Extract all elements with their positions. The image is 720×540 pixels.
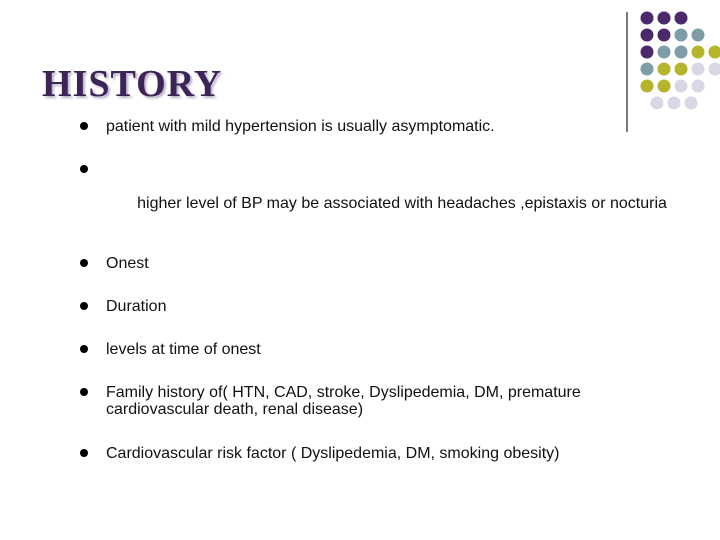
bullet-icon xyxy=(80,165,88,173)
decorative-dot xyxy=(651,97,664,110)
bullet-icon xyxy=(80,345,88,353)
bullet-icon xyxy=(80,259,88,267)
bullet-text: Cardiovascular risk factor ( Dyslipedemia, DM, smoking obesity) xyxy=(106,445,560,462)
decorative-dot xyxy=(641,46,654,59)
decorative-dot xyxy=(709,63,720,76)
bullet-text: Duration xyxy=(106,298,167,315)
decorative-dot xyxy=(658,12,671,25)
bullet-text: Family history of( HTN, CAD, stroke, Dyslipedemia, DM, premature cardiovascular death, renal disease) xyxy=(106,384,581,418)
bullet-text: Onest xyxy=(106,255,149,272)
bullet-icon xyxy=(80,449,88,457)
bullet-icon xyxy=(80,122,88,130)
decorative-dot xyxy=(692,63,705,76)
bullet-text: higher level of BP may be associated with headaches ,epistaxis or nocturia xyxy=(132,195,667,212)
bullet-text: patient with mild hypertension is usually asymptomatic. xyxy=(106,118,495,135)
bullet-item xyxy=(80,298,715,315)
decorative-dot xyxy=(675,12,688,25)
decorative-dot xyxy=(685,97,698,110)
decorative-dot xyxy=(675,29,688,42)
bullet-item xyxy=(80,445,715,462)
bullet-item xyxy=(80,161,715,229)
decorative-dot xyxy=(675,80,688,93)
decorative-dot xyxy=(668,97,681,110)
decorative-dot xyxy=(675,63,688,76)
bullet-item xyxy=(80,384,715,418)
decorative-dot xyxy=(641,12,654,25)
bullet-icon xyxy=(80,388,88,396)
decorative-dot xyxy=(641,63,654,76)
decorative-dot xyxy=(692,46,705,59)
decorative-dot xyxy=(709,46,720,59)
bullet-item xyxy=(80,255,715,272)
bullet-item xyxy=(80,118,715,135)
decorative-dot xyxy=(641,29,654,42)
bullet-icon xyxy=(80,302,88,310)
decorative-dot xyxy=(675,46,688,59)
decorative-dot xyxy=(658,63,671,76)
decorative-dot xyxy=(658,80,671,93)
bullet-list xyxy=(80,118,715,488)
slide-title: HISTORY xyxy=(42,63,223,105)
decorative-dot xyxy=(641,80,654,93)
bullet-text: levels at time of onest xyxy=(106,341,261,358)
bullet-item xyxy=(80,341,715,358)
decorative-dot xyxy=(658,46,671,59)
decorative-dot xyxy=(692,80,705,93)
decorative-dot xyxy=(658,29,671,42)
decorative-dot xyxy=(692,29,705,42)
